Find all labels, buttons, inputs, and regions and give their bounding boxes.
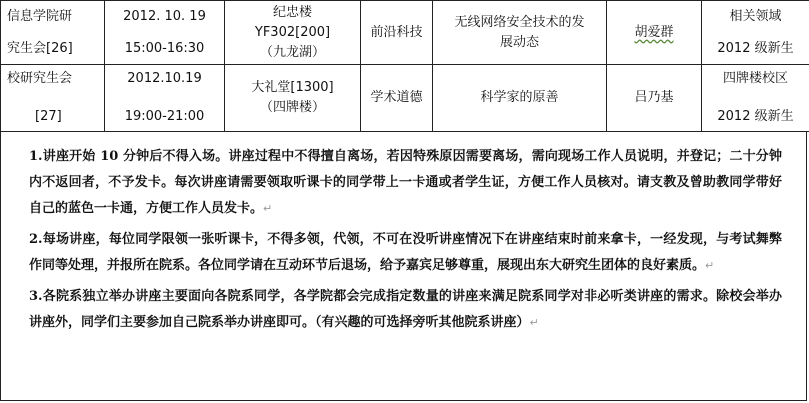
venue-text: YF302[200] bbox=[254, 24, 331, 40]
venue-text: 大礼堂[1300] bbox=[251, 80, 334, 95]
title-cell bbox=[433, 1, 607, 65]
organizer-cell bbox=[1, 65, 105, 132]
lecture-schedule-table bbox=[0, 0, 809, 132]
audience-text: 四牌楼校区 bbox=[722, 71, 788, 86]
lecture-rules-notes bbox=[0, 131, 807, 401]
venue-cell bbox=[225, 65, 361, 132]
lecture-title-text: 展动态 bbox=[499, 34, 539, 50]
rule-paragraph bbox=[29, 284, 782, 336]
venue-text: 纪忠楼 bbox=[272, 4, 312, 20]
table-row bbox=[1, 65, 809, 132]
rule-paragraph bbox=[29, 227, 782, 279]
organizer-text: 究生会[26] bbox=[7, 40, 73, 56]
category-cell bbox=[361, 1, 433, 65]
speaker-cell bbox=[607, 1, 702, 65]
audience-text: 相关领域 bbox=[729, 8, 782, 24]
time-text: 15:00-16:30 bbox=[124, 40, 205, 56]
organizer-cell bbox=[1, 1, 105, 65]
organizer-text: 校研究生会 bbox=[7, 71, 73, 86]
paragraph-mark-icon: ↵ bbox=[263, 202, 273, 215]
speaker-text: 胡爱群 bbox=[634, 24, 674, 40]
audience-cell bbox=[702, 1, 809, 65]
title-cell bbox=[433, 65, 607, 132]
date-text: 2012. 10. 19 bbox=[123, 8, 206, 24]
venue-text: （四牌楼） bbox=[259, 100, 325, 115]
paragraph-mark-icon: ↵ bbox=[529, 316, 539, 329]
date-text: 2012.10.19 bbox=[127, 71, 202, 86]
datetime-cell bbox=[105, 1, 225, 65]
category-text: 前沿科技 bbox=[370, 24, 423, 40]
venue-cell bbox=[225, 1, 361, 65]
table-row bbox=[1, 1, 809, 65]
rule-text: 3.各院系独立举办讲座主要面向各院系同学，各学院都会完成指定数量的讲座来满足院系同学对非必听类讲座的需求。除校会举办讲座外，同学们主要参加自己院系举办讲座即可。（有兴趣的可选择旁听其他院系讲座） bbox=[29, 289, 782, 330]
rule-text: 2.每场讲座，每位同学限领一张听课卡，不得多领，代领，不可在没听讲座情况下在讲座结束时前来拿卡，一经发现，与考试舞弊作同等处理，并报所在院系。各位同学请在互动环节后退场，给予嘉宾足够尊重，展现出东大研究生团体的良好素质。 bbox=[29, 232, 782, 273]
venue-text: （九龙湖） bbox=[259, 44, 325, 60]
paragraph-mark-icon: ↵ bbox=[705, 259, 715, 272]
time-text: 19:00-21:00 bbox=[124, 109, 205, 124]
organizer-text: 信息学院研 bbox=[7, 8, 73, 24]
lecture-title-text: 科学家的原善 bbox=[480, 90, 559, 105]
audience-cell bbox=[702, 65, 809, 132]
rule-text: 1.讲座开始 10 分钟后不得入场。讲座过程中不得擅自离场，若因特殊原因需要离场，需向现场工作人员说明，并登记；二十分钟内不返回者，不予发卡。每次讲座请需要领取听课卡的同学带上一卡通或者学生证，方便工作人员核对。请支教及曾助教同学带好自己的蓝色一卡通，方便工作人员发卡。 bbox=[29, 149, 782, 216]
audience-text: 2012 级新生 bbox=[717, 40, 794, 56]
category-cell bbox=[361, 65, 433, 132]
organizer-text: [27] bbox=[35, 109, 62, 124]
speaker-cell bbox=[607, 65, 702, 132]
speaker-text: 吕乃基 bbox=[634, 90, 674, 105]
rule-paragraph bbox=[29, 144, 782, 222]
audience-text: 2012 级新生 bbox=[717, 109, 794, 124]
category-text: 学术道德 bbox=[370, 90, 423, 105]
lecture-title-text: 无线网络安全技术的发 bbox=[454, 14, 585, 30]
datetime-cell bbox=[105, 65, 225, 132]
